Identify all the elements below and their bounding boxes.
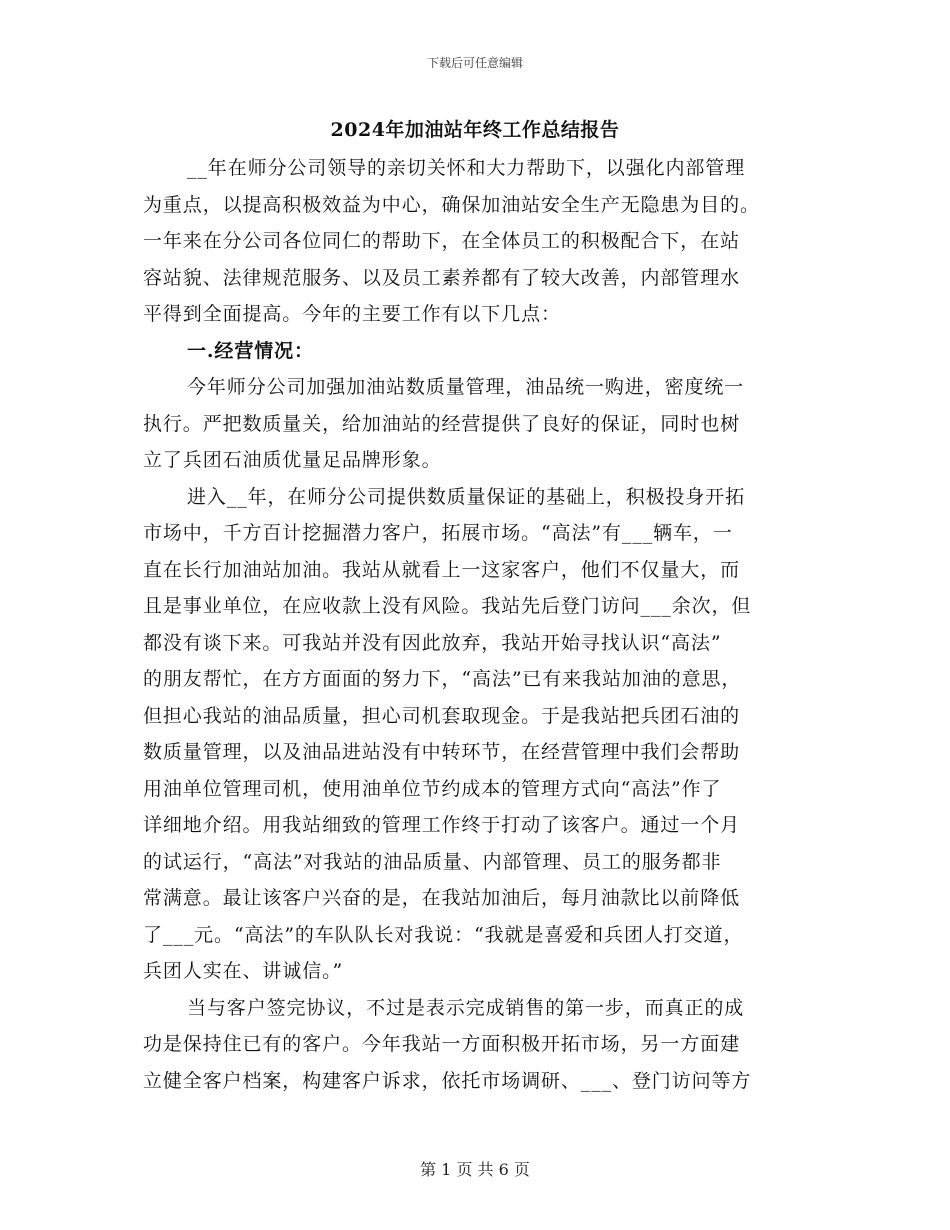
paragraph-line: 进入__年，在师分公司提供数质量保证的基础上，积极投身开拓 <box>187 485 746 508</box>
paragraph-line: 的试运行，“高法”对我站的油品质量、内部管理、员工的服务都非 <box>143 850 722 873</box>
paragraph-line: 一年来在分公司各位同仁的帮助下，在全体员工的积极配合下，在站 <box>143 230 741 252</box>
paragraph-line: 详细地介绍。用我站细致的管理工作终于打动了该客户。通过一个月 <box>143 814 741 836</box>
document-body <box>143 150 807 1099</box>
paragraph-line: 但担心我站的油品质量，担心司机套取现金。于是我站把兵团石油的 <box>143 704 741 727</box>
paragraph-line: 兵团人实在、讲诚信。” <box>143 960 344 982</box>
paragraph-line: 常满意。最让该客户兴奋的是，在我站加油后，每月油款比以前降低 <box>143 887 741 909</box>
paragraph-line: 执行。严把数质量关，给加油站的经营提供了良好的保证，同时也树 <box>143 412 741 435</box>
paragraph-line: 今年师分公司加强加油站数质量管理，油品统一购进，密度统一 <box>187 376 745 398</box>
header-note: 下载后可任意编辑 <box>426 56 523 70</box>
page-footer: 第 1 页 共 6 页 <box>420 1160 530 1179</box>
paragraph-line: 当与客户签完协议，不过是表示完成销售的第一步，而真正的成 <box>187 996 745 1019</box>
paragraph-line: 了___元。“高法”的车队队长对我说：“我就是喜爱和兵团人打交道， <box>143 923 744 946</box>
section-heading: 一.经营情况： <box>187 339 314 362</box>
paragraph-line: 容站貌、法律规范服务、以及员工素养都有了较大改善，内部管理水 <box>143 266 741 289</box>
paragraph-line: 功是保持住已有的客户。今年我站一方面积极开拓市场，另一方面建 <box>143 1033 741 1055</box>
paragraph-line: 市场中，千方百计挖掘潜力客户，拓展市场。“高法”有___辆车，一 <box>143 522 733 544</box>
paragraph-line: 平得到全面提高。今年的主要工作有以下几点： <box>143 303 561 325</box>
paragraph-line: 用油单位管理司机，使用油单位节约成本的管理方式向“高法”作了 <box>143 777 722 800</box>
paragraph-line: 直在长行加油站加油。我站从就看上一这家客户，他们不仅量大，而 <box>143 558 741 581</box>
paragraph-line: 立健全客户档案，构建客户诉求，依托市场调研、___、登门访问等方 <box>143 1069 752 1092</box>
paragraph-line: 立了兵团石油质优量足品牌形象。 <box>143 449 442 471</box>
paragraph-line: 且是事业单位，在应收款上没有风险。我站先后登门访问___余次，但 <box>143 595 752 617</box>
document-title: 2024年加油站年终工作总结报告 <box>330 119 620 141</box>
paragraph-line: 数质量管理，以及油品进站没有中转环节，在经营管理中我们会帮助 <box>143 741 741 763</box>
paragraph-line: 都没有谈下来。可我站并没有因此放弃，我站开始寻找认识“高法” <box>143 631 722 654</box>
paragraph-line: 为重点，以提高积极效益为中心，确保加油站安全生产无隐患为目的。 <box>143 193 760 216</box>
paragraph-line: __年在师分公司领导的亲切关怀和大力帮助下，以强化内部管理 <box>187 157 746 179</box>
paragraph-line: 的朋友帮忙，在方方面面的努力下，“高法”已有来我站加油的意思， <box>143 668 742 690</box>
